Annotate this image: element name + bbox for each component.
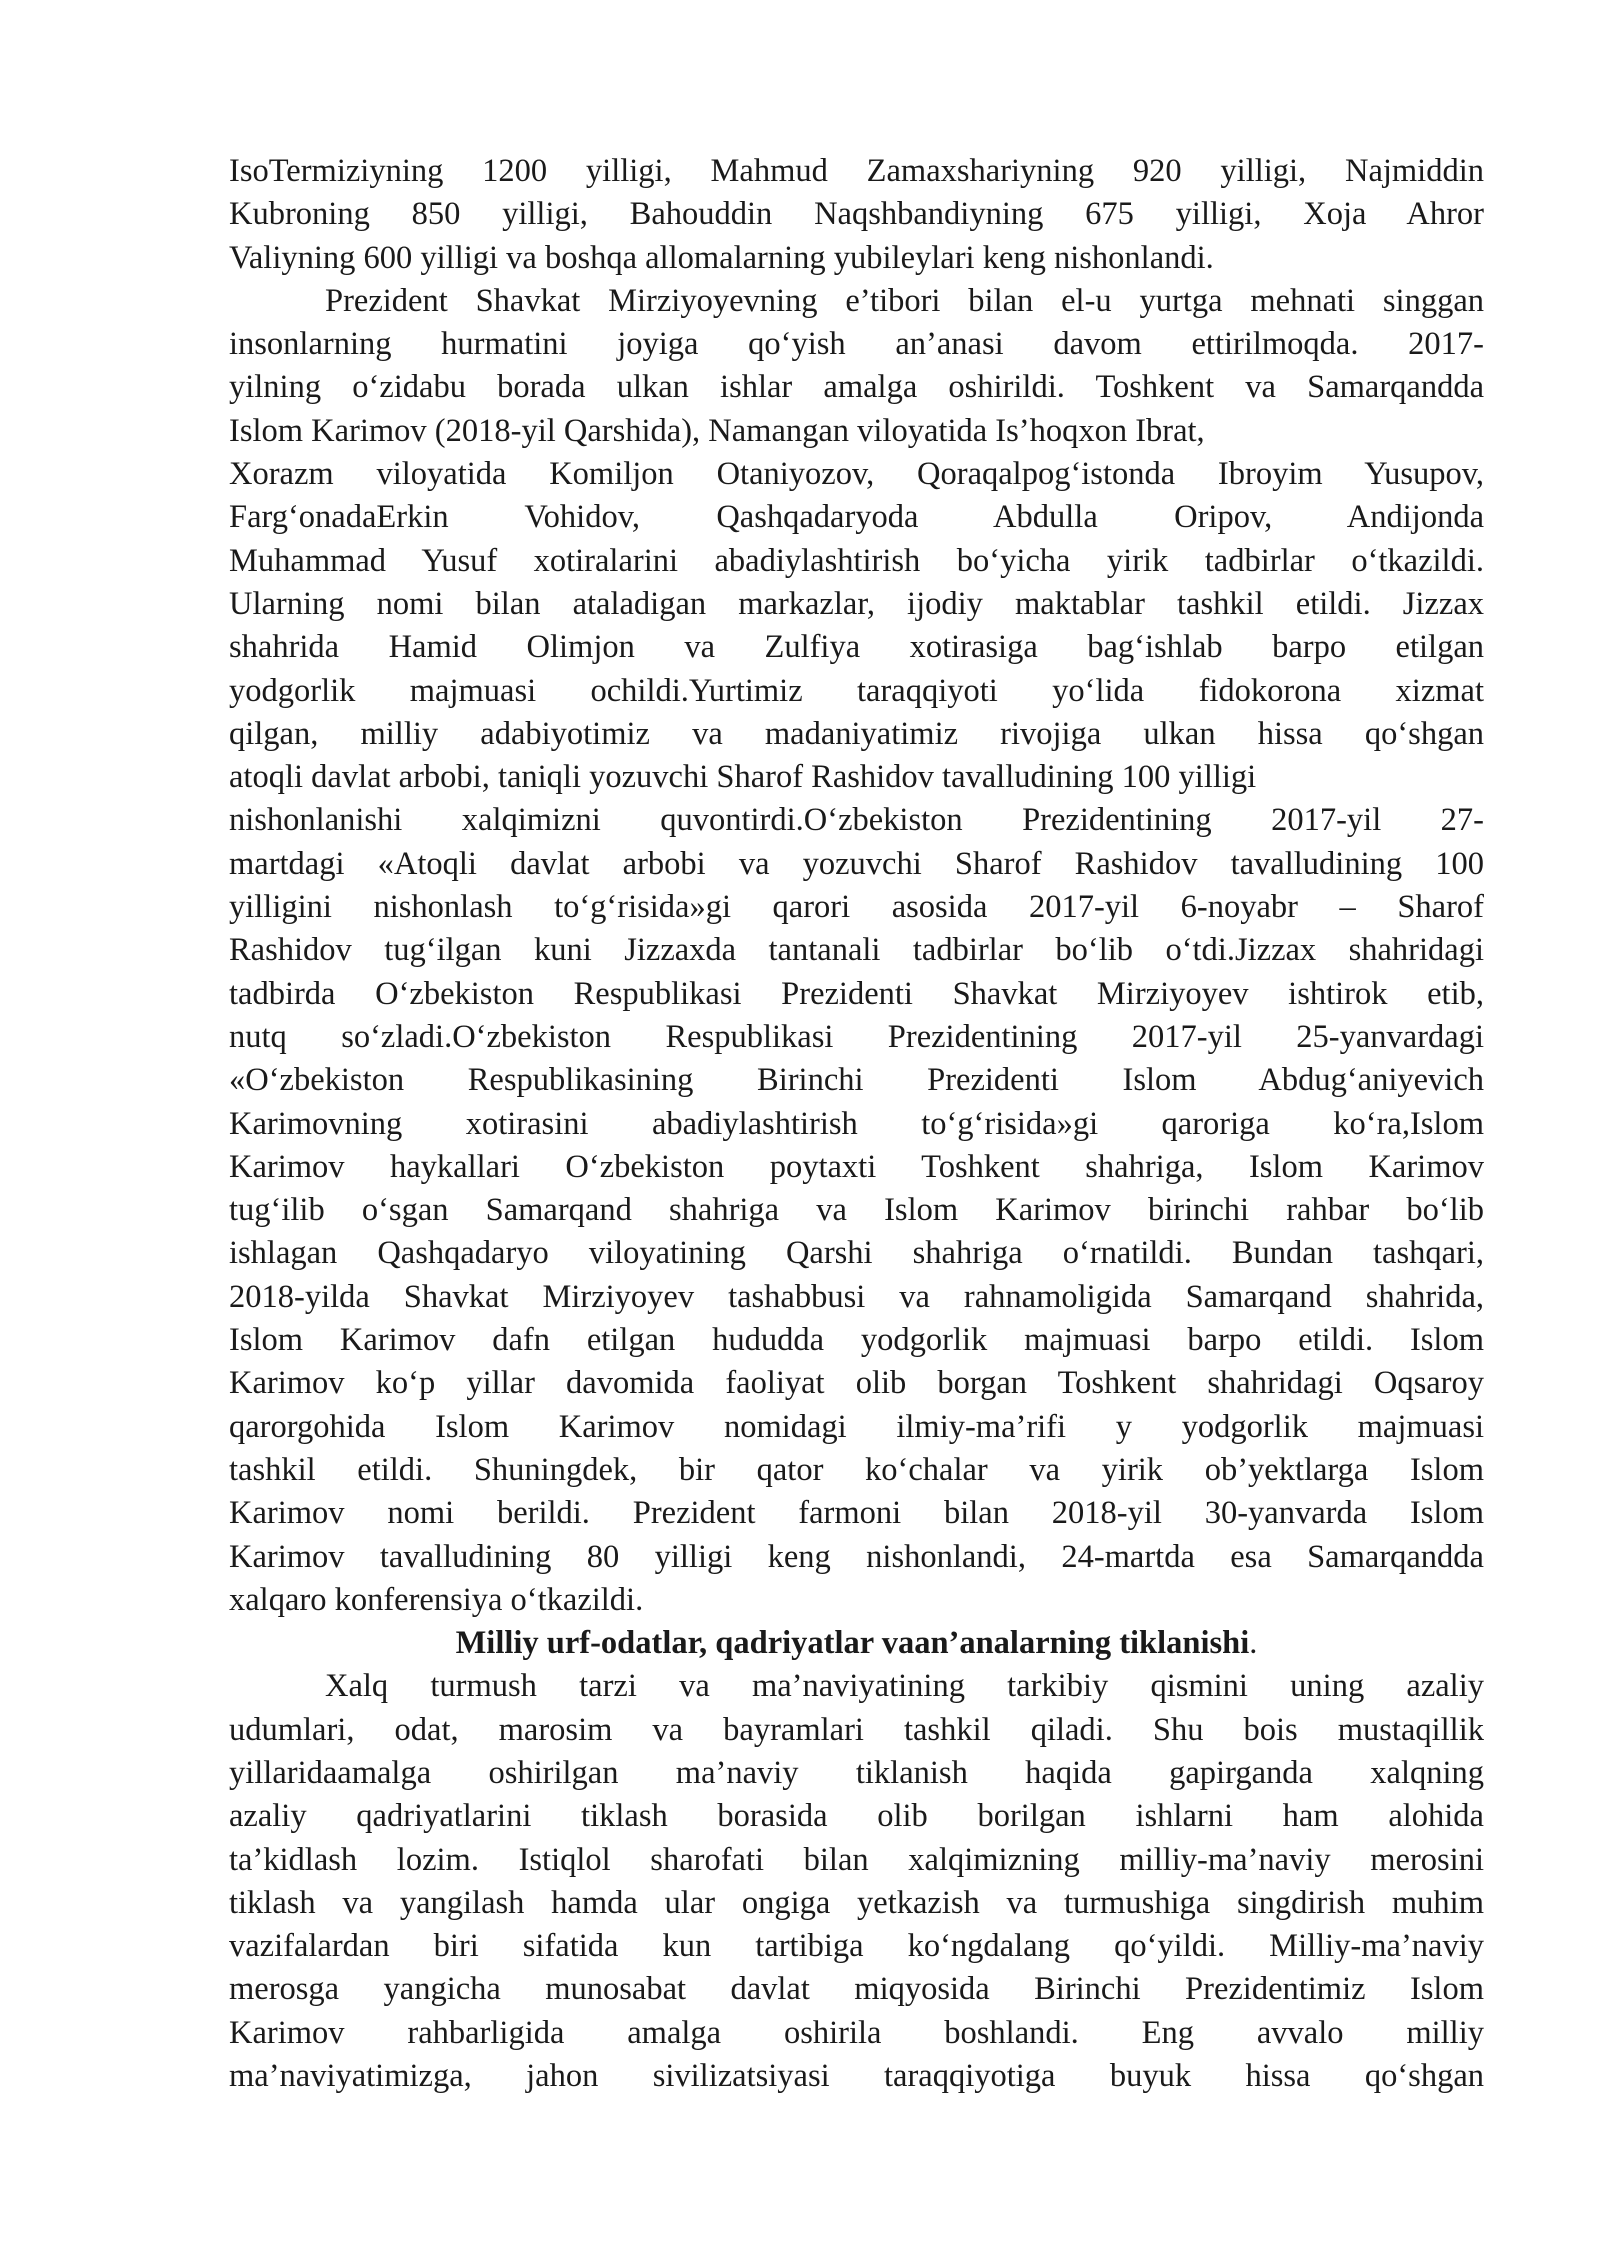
- text-line: Xorazm viloyatida Komiljon Otaniyozov, Qoraqalpog‘istonda Ibroyim Yusupov,: [229, 456, 1484, 493]
- text-line: udumlari, odat, marosim va bayramlari tashkil qiladi. Shu bois mustaqillik: [229, 1711, 1484, 1748]
- text-line: Xalq turmush tarzi va ma’naviyatining tarkibiy qismini uning azaliy: [325, 1668, 1484, 1705]
- paragraph-3: [229, 1665, 1484, 2098]
- section-heading-period: .: [1249, 1625, 1258, 1662]
- text-line: Karimovning xotirasini abadiylashtirish to‘g‘risida»gi qaroriga ko‘ra,Islom: [229, 1105, 1484, 1142]
- text-line: Karimov rahbarligida amalga oshirila boshlandi. Eng avvalo milliy: [229, 2014, 1484, 2051]
- text-line: yilligini nishonlash to‘g‘risida»gi qarori asosida 2017-yil 6-noyabr – Sharof: [229, 889, 1484, 926]
- section-heading-text: Milliy urf-odatlar, qadriyatlar vaan’analarning tiklanishi: [455, 1625, 1250, 1662]
- text-line: «O‘zbekiston Respublikasining Birinchi Prezidenti Islom Abdug‘aniyevich: [229, 1062, 1484, 1099]
- document-page: [229, 150, 1484, 2098]
- text-line: Karimov ko‘p yillar davomida faoliyat olib borgan Toshkent shahridagi Oqsaroy: [229, 1365, 1484, 1402]
- text-line: nishonlanishi xalqimizni quvontirdi.O‘zbekiston Prezidentining 2017-yil 27-: [229, 802, 1484, 839]
- text-line: Prezident Shavkat Mirziyoyevning e’tibori bilan el-u yurtga mehnati singgan: [325, 282, 1484, 319]
- text-line: tug‘ilib o‘sgan Samarqand shahriga va Islom Karimov birinchi rahbar bo‘lib: [229, 1192, 1484, 1229]
- text-line: Karimov haykallari O‘zbekiston poytaxti Toshkent shahriga, Islom Karimov: [229, 1148, 1484, 1185]
- text-line: Karimov tavalludining 80 yilligi keng nishonlandi, 24-martda esa Samarqandda: [229, 1538, 1484, 1575]
- text-line: nutq so‘zladi.O‘zbekiston Respublikasi Prezidentining 2017-yil 25-yanvardagi: [229, 1018, 1484, 1055]
- text-line: insonlarning hurmatini joyiga qo‘yish an’anasi davom ettirilmoqda. 2017-: [229, 326, 1484, 363]
- text-line: atoqli davlat arbobi, taniqli yozuvchi Sharof Rashidov tavalludining 100 yilligi: [229, 759, 1257, 796]
- text-line: yillaridaamalga oshirilgan ma’naviy tiklanish haqida gapirganda xalqning: [229, 1754, 1484, 1791]
- text-line: Valiyning 600 yilligi va boshqa allomalarning yubileylari keng nishonlandi.: [229, 239, 1214, 276]
- text-line: tiklash va yangilash hamda ular ongiga yetkazish va turmushiga singdirish muhim: [229, 1884, 1484, 1921]
- text-line: ishlagan Qashqadaryo viloyatining Qarshi shahriga o‘rnatildi. Bundan tashqari,: [229, 1235, 1484, 1272]
- text-line: xalqaro konferensiya o‘tkazildi.: [229, 1581, 644, 1618]
- text-line: qarorgohida Islom Karimov nomidagi ilmiy-ma’rifi y yodgorlik majmuasi: [229, 1408, 1484, 1445]
- section-heading: [229, 1622, 1484, 1665]
- text-line: azaliy qadriyatlarini tiklash borasida olib borilgan ishlarni ham alohida: [229, 1798, 1484, 1835]
- text-line: ma’naviyatimizga, jahon sivilizatsiyasi taraqqiyotiga buyuk hissa qo‘shgan: [229, 2058, 1484, 2095]
- text-line: Ularning nomi bilan ataladigan markazlar, ijodiy maktablar tashkil etildi. Jizzax: [229, 585, 1484, 622]
- paragraph-1: [229, 150, 1484, 280]
- text-line: ta’kidlash lozim. Istiqlol sharofati bilan xalqimizning milliy-ma’naviy merosini: [229, 1841, 1484, 1878]
- text-line: Karimov nomi berildi. Prezident farmoni bilan 2018-yil 30-yanvarda Islom: [229, 1495, 1484, 1532]
- text-line: tadbirda O‘zbekiston Respublikasi Prezidenti Shavkat Mirziyoyev ishtirok etib,: [229, 975, 1484, 1012]
- paragraph-2: [229, 280, 1484, 1622]
- text-line: Farg‘onadaErkin Vohidov, Qashqadaryoda Abdulla Oripov, Andijonda: [229, 499, 1484, 536]
- text-line: martdagi «Atoqli davlat arbobi va yozuvchi Sharof Rashidov tavalludining 100: [229, 845, 1484, 882]
- text-line: Islom Karimov (2018-yil Qarshida), Namangan viloyatida Is’hoqxon Ibrat,: [229, 412, 1205, 449]
- text-line: Rashidov tug‘ilgan kuni Jizzaxda tantanali tadbirlar bo‘lib o‘tdi.Jizzax shahridagi: [229, 932, 1484, 969]
- text-line: Muhammad Yusuf xotiralarini abadiylashtirish bo‘yicha yirik tadbirlar o‘tkazildi.: [229, 542, 1484, 579]
- text-line: Islom Karimov dafn etilgan hududda yodgorlik majmuasi barpo etildi. Islom: [229, 1322, 1484, 1359]
- text-line: merosga yangicha munosabat davlat miqyosida Birinchi Prezidentimiz Islom: [229, 1971, 1484, 2008]
- text-line: 2018-yilda Shavkat Mirziyoyev tashabbusi va rahnamoligida Samarqand shahrida,: [229, 1278, 1484, 1315]
- text-line: qilgan, milliy adabiyotimiz va madaniyatimiz rivojiga ulkan hissa qo‘shgan: [229, 715, 1484, 752]
- text-line: yilning o‘zidabu borada ulkan ishlar amalga oshirildi. Toshkent va Samarqandda: [229, 369, 1484, 406]
- text-line: Kubroning 850 yilligi, Bahouddin Naqshbandiyning 675 yilligi, Xoja Ahror: [229, 196, 1484, 233]
- text-line: IsoTermiziyning 1200 yilligi, Mahmud Zamaxshariyning 920 yilligi, Najmiddin: [229, 153, 1484, 189]
- text-line: vazifalardan biri sifatida kun tartibiga ko‘ngdalang qo‘yildi. Milliy-ma’naviy: [229, 1928, 1484, 1965]
- text-line: yodgorlik majmuasi ochildi.Yurtimiz taraqqiyoti yo‘lida fidokorona xizmat: [229, 672, 1484, 709]
- text-line: shahrida Hamid Olimjon va Zulfiya xotirasiga bag‘ishlab barpo etilgan: [229, 629, 1484, 666]
- text-line: tashkil etildi. Shuningdek, bir qator ko‘chalar va yirik ob’yektlarga Islom: [229, 1451, 1484, 1488]
